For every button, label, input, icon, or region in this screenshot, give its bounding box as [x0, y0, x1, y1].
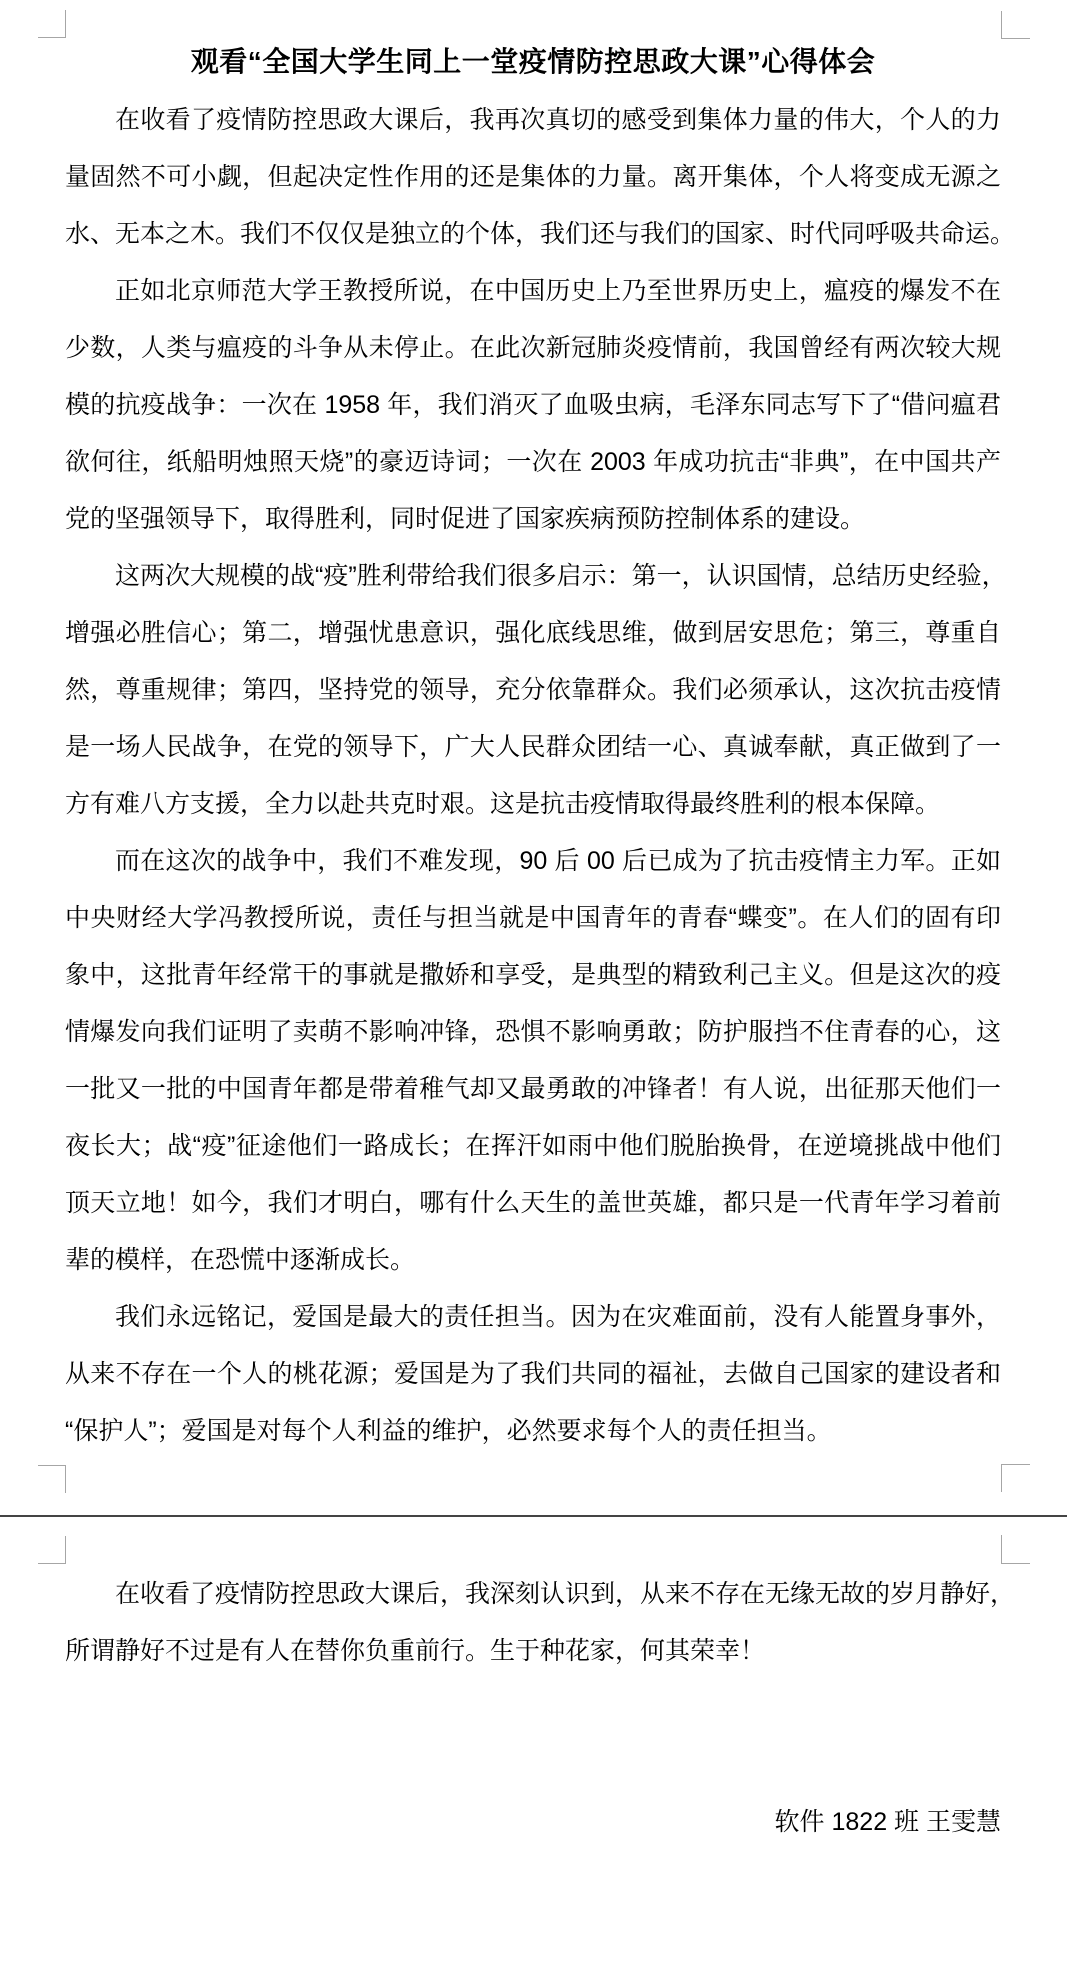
page-break-divider — [0, 1515, 1067, 1517]
text-line: 量固然不可小觑，但起决定性作用的还是集体的力量。离开集体，个人将变成无源之 — [65, 163, 1001, 191]
page1-body — [65, 92, 1016, 1460]
author-signature: 软件 1822 班 王雯慧 — [774, 1808, 1001, 1836]
crop-mark-page1-top-left — [38, 10, 66, 38]
text-line: “保护人”；爱国是对每个人利益的维护，必然要求每个人的责任担当。 — [65, 1417, 832, 1445]
text-line: 是一场人民战争，在党的领导下，广大人民群众团结一心、真诚奉献，真正做到了一 — [65, 733, 1001, 761]
text-line: 而在这次的战争中，我们不难发现，90 后 00 后已成为了抗击疫情主力军。正如 — [115, 847, 1001, 875]
text-line: 水、无本之木。我们不仅仅是独立的个体，我们还与我们的国家、时代同呼吸共命运。 — [65, 220, 1016, 248]
text-line: 增强必胜信心；第二，增强忧患意识，强化底线思维，做到居安思危；第三，尊重自 — [65, 619, 1001, 647]
text-line: 从来不存在一个人的桃花源；爱国是为了我们共同的福祉，去做自己国家的建设者和 — [65, 1360, 1001, 1388]
text-line: 欲何往，纸船明烛照天烧”的豪迈诗词；一次在 2003 年成功抗击“非典”，在中国共产 — [65, 448, 1001, 476]
text-line: 中央财经大学冯教授所说，责任与担当就是中国青年的青春“蝶变”。在人们的固有印 — [65, 904, 1001, 932]
text-line: 方有难八方支援，全力以赴共克时艰。这是抗击疫情取得最终胜利的根本保障。 — [65, 790, 941, 818]
text-line: 党的坚强领导下，取得胜利，同时促进了国家疾病预防控制体系的建设。 — [65, 505, 866, 533]
text-line: 顶天立地！如今，我们才明白，哪有什么天生的盖世英雄，都只是一代青年学习着前 — [65, 1189, 1001, 1217]
text-line: 模的抗疫战争：一次在 1958 年，我们消灭了血吸虫病，毛泽东同志写下了“借问瘟君 — [65, 391, 1001, 419]
text-line: 夜长大；战“疫”征途他们一路成长；在挥汗如雨中他们脱胎换骨，在逆境挑战中他们 — [65, 1132, 1001, 1160]
text-line: 辈的模样，在恐慌中逐渐成长。 — [65, 1246, 416, 1274]
text-line: 象中，这批青年经常干的事就是撒娇和享受，是典型的精致利己主义。但是这次的疫 — [65, 961, 1001, 989]
text-line: 一批又一批的中国青年都是带着稚气却又最勇敢的冲锋者！有人说，出征那天他们一 — [65, 1075, 1001, 1103]
crop-mark-page1-top-right — [1001, 11, 1030, 39]
text-line: 情爆发向我们证明了卖萌不影响冲锋，恐惧不影响勇敢；防护服挡不住青春的心，这 — [65, 1018, 1001, 1046]
page2-body — [65, 1566, 1016, 1680]
text-line: 然，尊重规律；第四，坚持党的领导，充分依靠群众。我们必须承认，这次抗击疫情 — [65, 676, 1001, 704]
text-line: 我们永远铭记，爱国是最大的责任担当。因为在灾难面前，没有人能置身事外， — [115, 1303, 1001, 1331]
crop-mark-page1-bottom-left — [38, 1465, 66, 1493]
text-line: 在收看了疫情防控思政大课后，我再次真切的感受到集体力量的伟大，个人的力 — [115, 106, 1001, 134]
crop-mark-page1-bottom-right — [1001, 1464, 1030, 1492]
text-line: 在收看了疫情防控思政大课后，我深刻认识到，从来不存在无缘无故的岁月静好， — [115, 1580, 1016, 1608]
crop-mark-page2-top-left — [38, 1536, 66, 1564]
crop-mark-page2-top-right — [1001, 1535, 1030, 1564]
text-line: 所谓静好不过是有人在替你负重前行。生于种花家，何其荣幸！ — [65, 1637, 766, 1665]
text-line: 正如北京师范大学王教授所说，在中国历史上乃至世界历史上，瘟疫的爆发不在 — [115, 277, 1001, 305]
text-line: 少数，人类与瘟疫的斗争从未停止。在此次新冠肺炎疫情前，我国曾经有两次较大规 — [65, 334, 1001, 362]
document-title: 观看“全国大学生同上一堂疫情防控思政大课”心得体会 — [190, 46, 876, 77]
text-line: 这两次大规模的战“疫”胜利带给我们很多启示：第一，认识国情，总结历史经验， — [115, 562, 1007, 590]
